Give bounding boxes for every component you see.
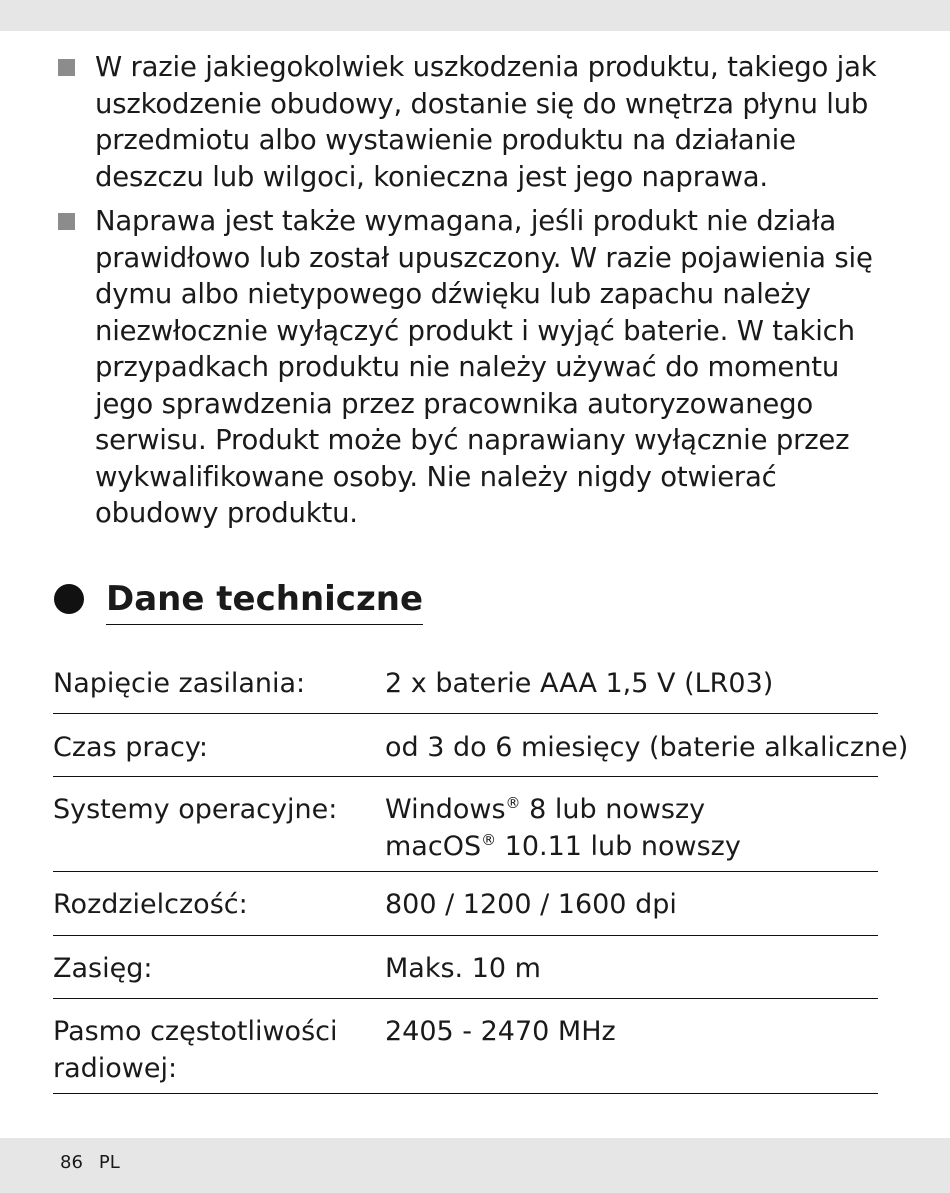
filled-circle-icon — [54, 584, 84, 614]
spec-row-resolution — [53, 872, 878, 936]
spec-value: 2 x baterie AAA 1,5 V (LR03) — [385, 668, 774, 699]
os-windows-version: 8 lub nowszy — [520, 794, 706, 825]
spec-label: Czas pracy: — [53, 732, 208, 763]
os-mac-name: macOS — [385, 831, 482, 862]
page-number: 86 — [60, 1152, 83, 1173]
specs-table — [53, 651, 909, 1094]
spec-row-range — [53, 936, 878, 999]
square-bullet-icon — [58, 59, 75, 76]
warning-text: Naprawa jest także wymagana, jeśli produkt nie działa prawidłowo lub został upuszczony. W razie pojawienia się dymu albo nietypowego dźwięku lub zapachu należy niezwłocznie wyłączyć produkt i wyjąć baterie. W takich przypadkach produktu nie należy używać do momentu jego sprawdzenia przez pracownika autoryzowanego serwisu. Produkt może być naprawiany wyłącznie przez wykwalifikowane osoby. Nie należy nigdy otwierać obudowy produktu. — [95, 205, 873, 529]
spec-label-line: radiowej: — [53, 1053, 178, 1084]
footer-band — [0, 1138, 950, 1193]
os-windows-name: Windows — [385, 794, 506, 825]
spec-label: Systemy operacyjne: — [53, 794, 338, 825]
page-footer — [60, 1152, 136, 1173]
top-margin-band — [0, 0, 950, 31]
spec-row-voltage — [53, 651, 878, 714]
spec-row-os — [53, 777, 878, 872]
spec-label — [53, 1013, 338, 1087]
spec-label: Napięcie zasilania: — [53, 668, 306, 699]
spec-label: Rozdzielczość: — [53, 889, 248, 920]
spec-value: Maks. 10 m — [385, 953, 541, 984]
square-bullet-icon — [58, 213, 75, 230]
warning-text: W razie jakiegokolwiek uszkodzenia produktu, takiego jak uszkodzenie obudowy, dostanie się do wnętrza płynu lub przedmiotu albo wystawienie produktu na działanie deszczu lub wilgoci, konieczna jest jego naprawa. — [95, 51, 877, 193]
spec-value: 2405 - 2470 MHz — [385, 1016, 616, 1047]
os-mac-line — [385, 828, 741, 865]
spec-value-os — [385, 791, 741, 865]
section-title: Dane techniczne — [106, 576, 423, 625]
warning-item-repair — [58, 203, 888, 532]
warning-item-damage — [58, 49, 888, 195]
spec-value: od 3 do 6 miesięcy (baterie alkaliczne) — [385, 732, 909, 763]
spec-label-line: Pasmo częstotliwości — [53, 1016, 338, 1047]
language-code: PL — [98, 1152, 120, 1173]
os-mac-version: 10.11 lub nowszy — [496, 831, 741, 862]
registered-mark: ® — [481, 831, 497, 849]
spec-row-runtime — [53, 714, 909, 777]
spec-value: 800 / 1200 / 1600 dpi — [385, 889, 677, 920]
os-windows-line — [385, 791, 741, 828]
spec-label: Zasięg: — [53, 953, 153, 984]
registered-mark: ® — [505, 794, 521, 812]
spec-row-frequency — [53, 999, 878, 1094]
